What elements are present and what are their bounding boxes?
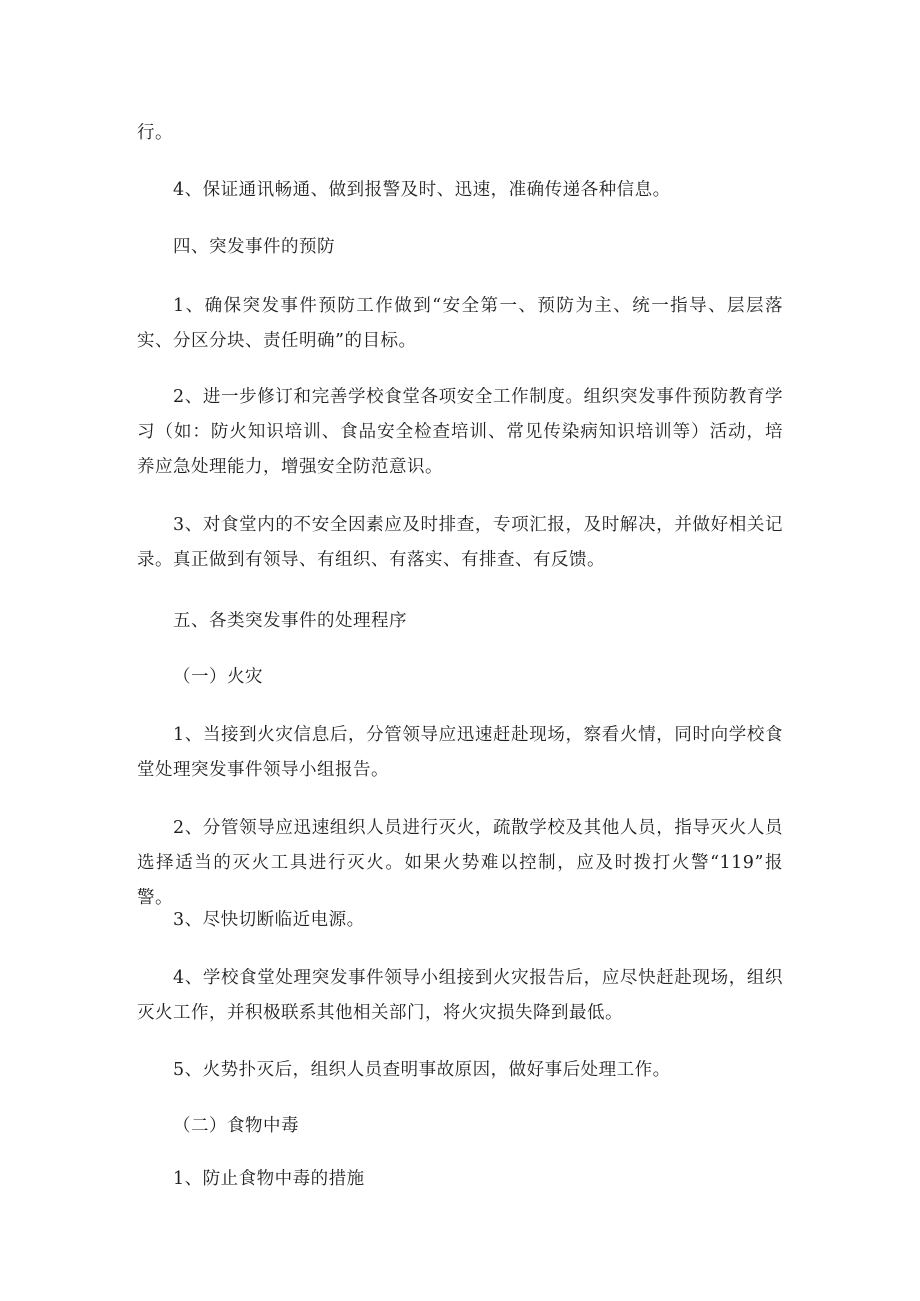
paragraph-fire-5: 5、火势扑灭后，组织人员查明事故原因，做好事后处理工作。 <box>173 1060 671 1080</box>
subsection-heading-fire: （一）火灾 <box>173 667 263 687</box>
paragraph-item-4-communication: 4、保证通讯畅通、做到报警及时、迅速，准确传递各种信息。 <box>173 180 671 200</box>
section-heading-procedures: 五、各类突发事件的处理程序 <box>173 611 407 631</box>
paragraph-prevention-1: 1、确保突发事件预防工作做到“安全第一、预防为主、统一指导、层层落实、分区分块、责任明确”的目标。 <box>137 296 783 351</box>
paragraph-fire-2: 2、分管领导应迅速组织人员进行灭火，疏散学校及其他人员，指导灭火人员选择适当的灭火工具进行灭火。如果火势难以控制，应及时拨打火警“119”报警。 <box>137 818 783 908</box>
paragraph-fire-1: 1、当接到火灾信息后，分管领导应迅速赶赴现场，察看火情，同时向学校食堂处理突发事件领导小组报告。 <box>137 725 783 780</box>
paragraph-fire-4: 4、学校食堂处理突发事件领导小组接到火灾报告后，应尽快赶赴现场，组织灭火工作，并积极联系其他相关部门，将火灾损失降到最低。 <box>137 968 783 1023</box>
paragraph-prevention-3: 3、对食堂内的不安全因素应及时排查，专项汇报，及时解决，并做好相关记录。真正做到有领导、有组织、有落实、有排查、有反馈。 <box>137 515 783 570</box>
subsection-heading-food-poisoning: （二）食物中毒 <box>173 1116 299 1136</box>
paragraph-food-poisoning-1: 1、防止食物中毒的措施 <box>173 1169 365 1189</box>
paragraph-fire-3: 3、尽快切断临近电源。 <box>173 910 365 930</box>
section-heading-prevention: 四、突发事件的预防 <box>173 237 335 257</box>
paragraph-continuation: 行。 <box>137 123 173 143</box>
paragraph-prevention-2: 2、进一步修订和完善学校食堂各项安全工作制度。组织突发事件预防教育学习（如：防火知识培训、食品安全检查培训、常见传染病知识培训等）活动，培养应急处理能力，增强安全防范意识。 <box>137 387 783 477</box>
